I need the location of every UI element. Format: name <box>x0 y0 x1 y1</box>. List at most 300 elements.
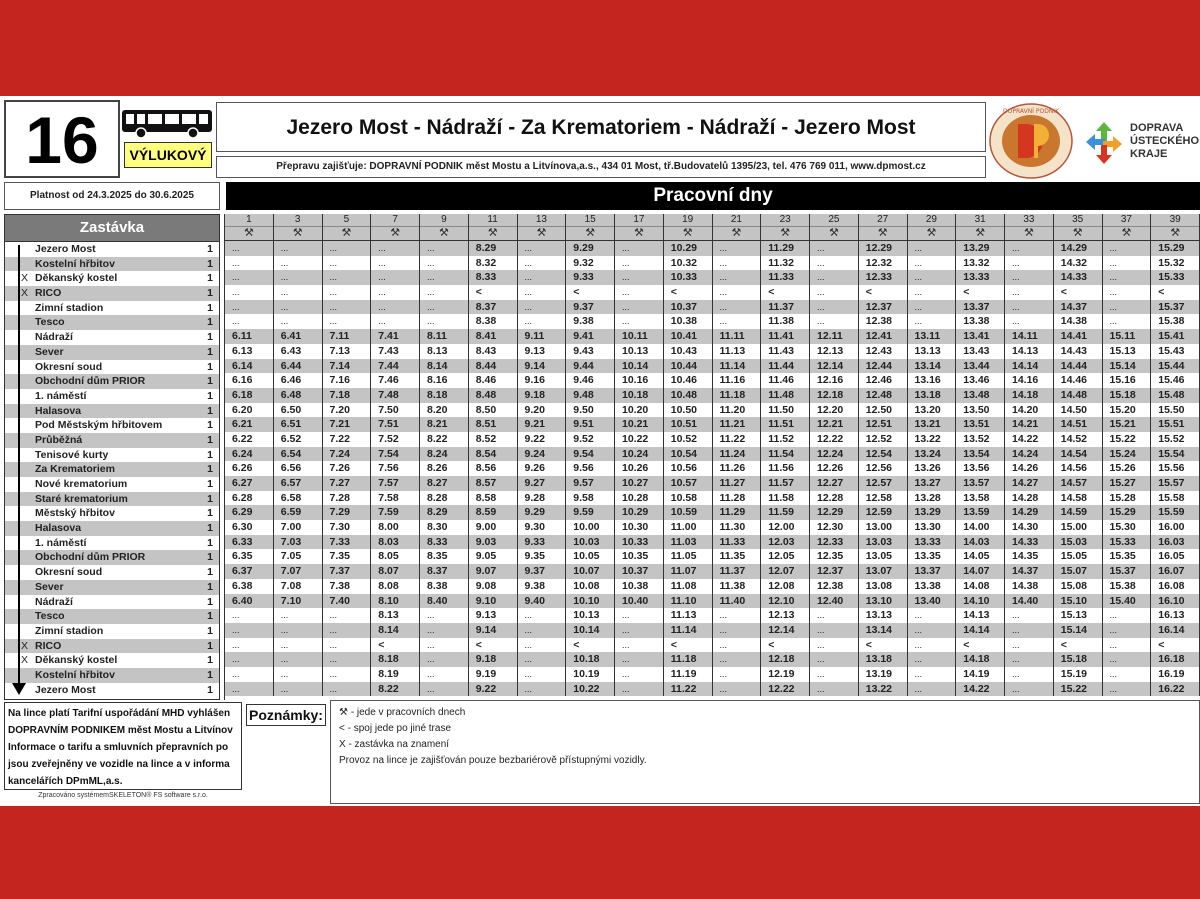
time-cell: ... <box>810 300 859 315</box>
stop-zone: 1 <box>207 492 213 505</box>
workday-icon: ⚒ <box>292 227 303 239</box>
time-cell: 6.14 <box>225 359 274 374</box>
time-cell: 15.18 <box>1054 652 1103 667</box>
time-cell: ... <box>518 638 567 653</box>
time-cell: 7.59 <box>371 505 420 520</box>
time-cell: 15.29 <box>1151 241 1200 256</box>
trip-number: 25 <box>810 214 858 227</box>
time-cell: 6.56 <box>274 461 323 476</box>
stop-zone: 1 <box>207 301 213 314</box>
stop-zone: 1 <box>207 654 213 667</box>
time-cell: ... <box>371 241 420 256</box>
time-cell: 13.37 <box>956 300 1005 315</box>
time-cell: 10.21 <box>615 417 664 432</box>
time-cell: ... <box>1005 300 1054 315</box>
time-cell: ... <box>323 256 372 271</box>
time-cell: 7.11 <box>323 329 372 344</box>
time-cell: 9.30 <box>518 520 567 535</box>
time-cell: 10.26 <box>615 461 664 476</box>
time-cell: 11.43 <box>761 344 810 359</box>
time-cell: 11.27 <box>713 476 762 491</box>
time-cell: 13.13 <box>908 344 957 359</box>
time-cell: 15.50 <box>1151 403 1200 418</box>
time-cell: 8.37 <box>469 300 518 315</box>
validity-period: Platnost od 24.3.2025 do 30.6.2025 <box>4 182 220 210</box>
time-cell: 10.07 <box>566 564 615 579</box>
stop-name: Sever <box>35 580 64 593</box>
time-cell: < <box>1151 638 1200 653</box>
time-cell: 8.37 <box>420 564 469 579</box>
time-cell: 9.13 <box>469 608 518 623</box>
time-cell: 11.22 <box>713 432 762 447</box>
stop-name: 1. náměstí <box>35 536 87 549</box>
time-cell: 9.32 <box>566 256 615 271</box>
time-cell: 13.05 <box>859 549 908 564</box>
time-cell: 10.54 <box>664 447 713 462</box>
time-cell: 6.35 <box>225 549 274 564</box>
time-cell: ... <box>908 285 957 300</box>
time-cell: 15.43 <box>1151 344 1200 359</box>
time-cell: 6.28 <box>225 491 274 506</box>
time-cell: 13.27 <box>908 476 957 491</box>
time-cell: 14.38 <box>1005 579 1054 594</box>
time-cell: ... <box>1005 241 1054 256</box>
workday-icon: ⚒ <box>536 227 547 239</box>
stop-row <box>5 389 219 404</box>
time-cell: 8.48 <box>469 388 518 403</box>
time-cell: 8.33 <box>469 270 518 285</box>
stop-zone: 1 <box>207 345 213 358</box>
workday-icon: ⚒ <box>341 227 352 239</box>
table-row <box>225 505 1200 520</box>
time-cell: 16.00 <box>1151 520 1200 535</box>
time-cell: 6.48 <box>274 388 323 403</box>
time-cell: ... <box>810 608 859 623</box>
time-cell: ... <box>615 652 664 667</box>
bus-icon <box>121 108 213 140</box>
time-cell: 13.38 <box>908 579 957 594</box>
time-cell: 8.14 <box>371 623 420 638</box>
day-type-title: Pracovní dny <box>226 182 1200 210</box>
trip-header <box>713 214 762 240</box>
time-cell: 15.37 <box>1151 300 1200 315</box>
time-cell: 7.37 <box>323 564 372 579</box>
time-cell: 11.51 <box>761 417 810 432</box>
svg-text:DOPRAVNÍ PODNIK: DOPRAVNÍ PODNIK <box>1002 108 1060 115</box>
request-stop-flag: X <box>21 287 29 300</box>
stop-zone: 1 <box>207 507 213 520</box>
time-cell: 13.58 <box>956 491 1005 506</box>
time-cell: 9.38 <box>566 314 615 329</box>
time-cell: < <box>859 285 908 300</box>
time-cell: 10.56 <box>664 461 713 476</box>
stop-name: Nádraží <box>35 595 73 608</box>
time-cell: 13.20 <box>908 403 957 418</box>
time-cell: 12.41 <box>859 329 908 344</box>
time-cell: 9.22 <box>469 682 518 697</box>
time-cell: 12.08 <box>761 579 810 594</box>
time-cell: ... <box>908 608 957 623</box>
stop-row <box>5 360 219 375</box>
time-cell: 15.29 <box>1103 505 1152 520</box>
time-cell: 11.57 <box>761 476 810 491</box>
time-cell: 13.30 <box>908 520 957 535</box>
time-cell: 11.29 <box>761 241 810 256</box>
time-cell: 15.52 <box>1151 432 1200 447</box>
time-cell: ... <box>371 270 420 285</box>
stops-list <box>5 242 219 697</box>
time-cell: 6.52 <box>274 432 323 447</box>
time-cell: 12.38 <box>859 314 908 329</box>
time-cell: 9.18 <box>469 652 518 667</box>
trip-header <box>1005 214 1054 240</box>
time-cell: ... <box>1005 256 1054 271</box>
time-cell: ... <box>908 623 957 638</box>
trip-number: 17 <box>615 214 663 227</box>
table-row <box>225 241 1200 256</box>
time-cell: ... <box>908 256 957 271</box>
time-cell: 13.32 <box>956 256 1005 271</box>
time-cell: ... <box>1005 682 1054 697</box>
time-cell: ... <box>274 638 323 653</box>
time-cell: ... <box>225 256 274 271</box>
trip-header <box>469 214 518 240</box>
time-cell: 15.11 <box>1103 329 1152 344</box>
table-row <box>225 476 1200 491</box>
time-cell: 9.48 <box>566 388 615 403</box>
time-cell: 13.13 <box>859 608 908 623</box>
time-cell: 8.21 <box>420 417 469 432</box>
time-cell: ... <box>274 623 323 638</box>
time-cell: 10.50 <box>664 403 713 418</box>
time-cell: 14.57 <box>1054 476 1103 491</box>
table-row <box>225 579 1200 594</box>
time-cell: 10.43 <box>664 344 713 359</box>
time-cell: 11.59 <box>761 505 810 520</box>
time-cell: 14.33 <box>1054 270 1103 285</box>
time-cell: 14.13 <box>1005 344 1054 359</box>
time-cell: 10.22 <box>615 432 664 447</box>
trip-header <box>420 214 469 240</box>
time-cell: 8.03 <box>371 535 420 550</box>
workday-icon: ⚒ <box>780 227 791 239</box>
time-cell: 8.07 <box>371 564 420 579</box>
time-cell: 14.58 <box>1054 491 1103 506</box>
time-cell: ... <box>1103 608 1152 623</box>
time-cell: ... <box>274 314 323 329</box>
time-cell: 11.52 <box>761 432 810 447</box>
workday-icon: ⚒ <box>633 227 644 239</box>
time-cell: 13.21 <box>908 417 957 432</box>
time-cell: 8.00 <box>371 520 420 535</box>
stop-row <box>5 330 219 345</box>
time-cell: 8.40 <box>420 594 469 609</box>
time-cell: 6.54 <box>274 447 323 462</box>
trip-number: 15 <box>566 214 614 227</box>
stop-row <box>5 448 219 463</box>
time-cell: 7.26 <box>323 461 372 476</box>
time-cell: 7.41 <box>371 329 420 344</box>
time-cell: 11.48 <box>761 388 810 403</box>
time-cell: 14.11 <box>1005 329 1054 344</box>
trip-number: 13 <box>518 214 566 227</box>
time-cell: 7.46 <box>371 373 420 388</box>
time-cell: 11.22 <box>664 682 713 697</box>
time-cell: 9.57 <box>566 476 615 491</box>
time-cell: 12.10 <box>761 594 810 609</box>
time-cell: 9.28 <box>518 491 567 506</box>
time-cell: 9.11 <box>518 329 567 344</box>
time-cell: ... <box>274 608 323 623</box>
time-cell: 15.32 <box>1151 256 1200 271</box>
time-cell: 13.29 <box>956 241 1005 256</box>
dk-line-1: DOPRAVA <box>1130 122 1184 134</box>
time-cell: 10.33 <box>615 535 664 550</box>
time-cell: 13.41 <box>956 329 1005 344</box>
time-cell: ... <box>1005 285 1054 300</box>
time-cell: 12.26 <box>810 461 859 476</box>
time-cell: 10.27 <box>615 476 664 491</box>
stop-row <box>5 506 219 521</box>
time-cell: ... <box>274 241 323 256</box>
stop-zone: 1 <box>207 375 213 388</box>
time-cell: 9.16 <box>518 373 567 388</box>
time-cell: ... <box>810 667 859 682</box>
time-cell: < <box>469 638 518 653</box>
time-cell: 13.52 <box>956 432 1005 447</box>
time-cell: 14.33 <box>1005 535 1054 550</box>
stop-row <box>5 242 219 257</box>
stop-row <box>5 345 219 360</box>
time-cell: ... <box>1005 314 1054 329</box>
stop-zone: 1 <box>207 419 213 432</box>
time-cell: ... <box>323 300 372 315</box>
table-row <box>225 432 1200 447</box>
time-cell: 6.44 <box>274 359 323 374</box>
time-cell: ... <box>323 652 372 667</box>
time-cell: 8.13 <box>371 608 420 623</box>
time-cell: 16.14 <box>1151 623 1200 638</box>
time-cell: 11.07 <box>664 564 713 579</box>
time-cell: 8.22 <box>420 432 469 447</box>
time-cell: 7.50 <box>371 403 420 418</box>
stop-name: Zimní stadion <box>35 624 104 637</box>
time-cell: < <box>1054 638 1103 653</box>
time-cell: 9.56 <box>566 461 615 476</box>
time-cell: 14.44 <box>1054 359 1103 374</box>
time-cell: 13.57 <box>956 476 1005 491</box>
table-row <box>225 314 1200 329</box>
arrows-icon <box>1082 118 1126 168</box>
time-cell: 9.37 <box>518 564 567 579</box>
time-cell: 12.29 <box>859 241 908 256</box>
time-cell: ... <box>810 623 859 638</box>
time-cell: 13.24 <box>908 447 957 462</box>
time-cell: 15.35 <box>1103 549 1152 564</box>
time-cell: ... <box>225 623 274 638</box>
time-cell: 13.54 <box>956 447 1005 462</box>
time-cell: 7.51 <box>371 417 420 432</box>
time-cell: 11.00 <box>664 520 713 535</box>
time-cell: 10.28 <box>615 491 664 506</box>
time-cell: 12.40 <box>810 594 859 609</box>
time-cell: ... <box>518 285 567 300</box>
table-row <box>225 549 1200 564</box>
time-cell: 11.44 <box>761 359 810 374</box>
time-cell: 9.20 <box>518 403 567 418</box>
time-cell: 8.59 <box>469 505 518 520</box>
time-cell: 8.20 <box>420 403 469 418</box>
time-cell: ... <box>1005 652 1054 667</box>
time-cell: 15.54 <box>1151 447 1200 462</box>
time-cell: ... <box>518 270 567 285</box>
time-cell: 8.19 <box>371 667 420 682</box>
time-cell: ... <box>908 667 957 682</box>
time-cell: 10.32 <box>664 256 713 271</box>
time-cell: 15.05 <box>1054 549 1103 564</box>
time-cell: 14.14 <box>956 623 1005 638</box>
time-cell: 15.20 <box>1103 403 1152 418</box>
time-cell: 13.08 <box>859 579 908 594</box>
trip-number: 7 <box>371 214 419 227</box>
stop-zone: 1 <box>207 463 213 476</box>
time-cell: 13.46 <box>956 373 1005 388</box>
stop-name: Děkanský kostel <box>35 272 118 285</box>
time-cell: 14.37 <box>1054 300 1103 315</box>
stops-header: Zastávka <box>5 215 219 242</box>
stop-name: Kostelní hřbitov <box>35 668 115 681</box>
time-cell: 12.00 <box>761 520 810 535</box>
time-cell: 7.00 <box>274 520 323 535</box>
table-row <box>225 535 1200 550</box>
time-cell: 11.03 <box>664 535 713 550</box>
time-cell: 11.28 <box>713 491 762 506</box>
time-cell: 10.22 <box>566 682 615 697</box>
time-cell: ... <box>518 652 567 667</box>
stop-row <box>5 536 219 551</box>
time-cell: 14.22 <box>1005 432 1054 447</box>
time-cell: 12.59 <box>859 505 908 520</box>
table-row <box>225 373 1200 388</box>
time-cell: ... <box>518 256 567 271</box>
stop-row <box>5 639 219 654</box>
time-cell: 9.14 <box>518 359 567 374</box>
time-cell: 14.43 <box>1054 344 1103 359</box>
time-cell: 8.30 <box>420 520 469 535</box>
time-cell: 8.13 <box>420 344 469 359</box>
time-cell: 9.14 <box>469 623 518 638</box>
time-cell: ... <box>615 608 664 623</box>
workday-icon: ⚒ <box>1023 227 1034 239</box>
time-cell: 14.29 <box>1054 241 1103 256</box>
time-cell: 15.22 <box>1103 432 1152 447</box>
time-cell: 10.52 <box>664 432 713 447</box>
time-cell: 12.35 <box>810 549 859 564</box>
time-cell: 7.13 <box>323 344 372 359</box>
time-cell: 8.52 <box>469 432 518 447</box>
time-cell: 8.10 <box>371 594 420 609</box>
time-cell: 10.29 <box>615 505 664 520</box>
time-cell: ... <box>420 682 469 697</box>
time-cell: ... <box>615 623 664 638</box>
trip-number: 35 <box>1054 214 1102 227</box>
table-row <box>225 491 1200 506</box>
time-cell: 16.05 <box>1151 549 1200 564</box>
time-cell: ... <box>420 608 469 623</box>
time-cell: 13.43 <box>956 344 1005 359</box>
time-cell: ... <box>810 314 859 329</box>
time-cell: ... <box>274 300 323 315</box>
trip-header <box>810 214 859 240</box>
timetable-sheet <box>0 96 1200 806</box>
time-cell: 14.05 <box>956 549 1005 564</box>
stop-row <box>5 433 219 448</box>
time-cell: 15.46 <box>1151 373 1200 388</box>
time-cell: 10.08 <box>566 579 615 594</box>
time-cell: 7.28 <box>323 491 372 506</box>
notes-label: Poznámky: <box>246 704 326 726</box>
workday-icon: ⚒ <box>438 227 449 239</box>
time-cell: 8.54 <box>469 447 518 462</box>
stop-zone: 1 <box>207 595 213 608</box>
time-cell: 10.51 <box>664 417 713 432</box>
time-cell: ... <box>323 667 372 682</box>
time-cell: 6.41 <box>274 329 323 344</box>
time-cell: < <box>1151 285 1200 300</box>
time-cell: ... <box>1005 667 1054 682</box>
time-cell: 14.10 <box>956 594 1005 609</box>
time-cell: 14.08 <box>956 579 1005 594</box>
table-row <box>225 652 1200 667</box>
time-cell: 8.29 <box>469 241 518 256</box>
time-cell: 8.14 <box>420 359 469 374</box>
time-cell: 8.18 <box>371 652 420 667</box>
time-cell: 12.22 <box>810 432 859 447</box>
stop-zone: 1 <box>207 639 213 652</box>
time-cell: ... <box>420 285 469 300</box>
time-cell: 16.03 <box>1151 535 1200 550</box>
time-cell: 7.21 <box>323 417 372 432</box>
time-cell: 12.44 <box>859 359 908 374</box>
time-cell: 15.40 <box>1103 594 1152 609</box>
time-cell: 10.37 <box>664 300 713 315</box>
time-cell: 7.58 <box>371 491 420 506</box>
time-cell: 9.54 <box>566 447 615 462</box>
table-row <box>225 623 1200 638</box>
stops-panel <box>4 214 220 700</box>
trip-number: 27 <box>859 214 907 227</box>
stop-row <box>5 315 219 330</box>
time-cell: 9.08 <box>469 579 518 594</box>
time-cell: 8.29 <box>420 505 469 520</box>
table-row <box>225 608 1200 623</box>
time-cell: 8.51 <box>469 417 518 432</box>
time-cell: ... <box>1103 314 1152 329</box>
workday-icon: ⚒ <box>1121 227 1132 239</box>
time-cell: 11.37 <box>761 300 810 315</box>
trip-header <box>615 214 664 240</box>
time-cell: 15.21 <box>1103 417 1152 432</box>
time-cell: 14.22 <box>956 682 1005 697</box>
tariff-info <box>4 702 242 790</box>
time-cell: ... <box>225 682 274 697</box>
time-cell: 11.37 <box>713 564 762 579</box>
time-cell: 13.07 <box>859 564 908 579</box>
time-cell: 11.10 <box>664 594 713 609</box>
table-row <box>225 447 1200 462</box>
stop-row <box>5 286 219 301</box>
time-cell: 11.46 <box>761 373 810 388</box>
